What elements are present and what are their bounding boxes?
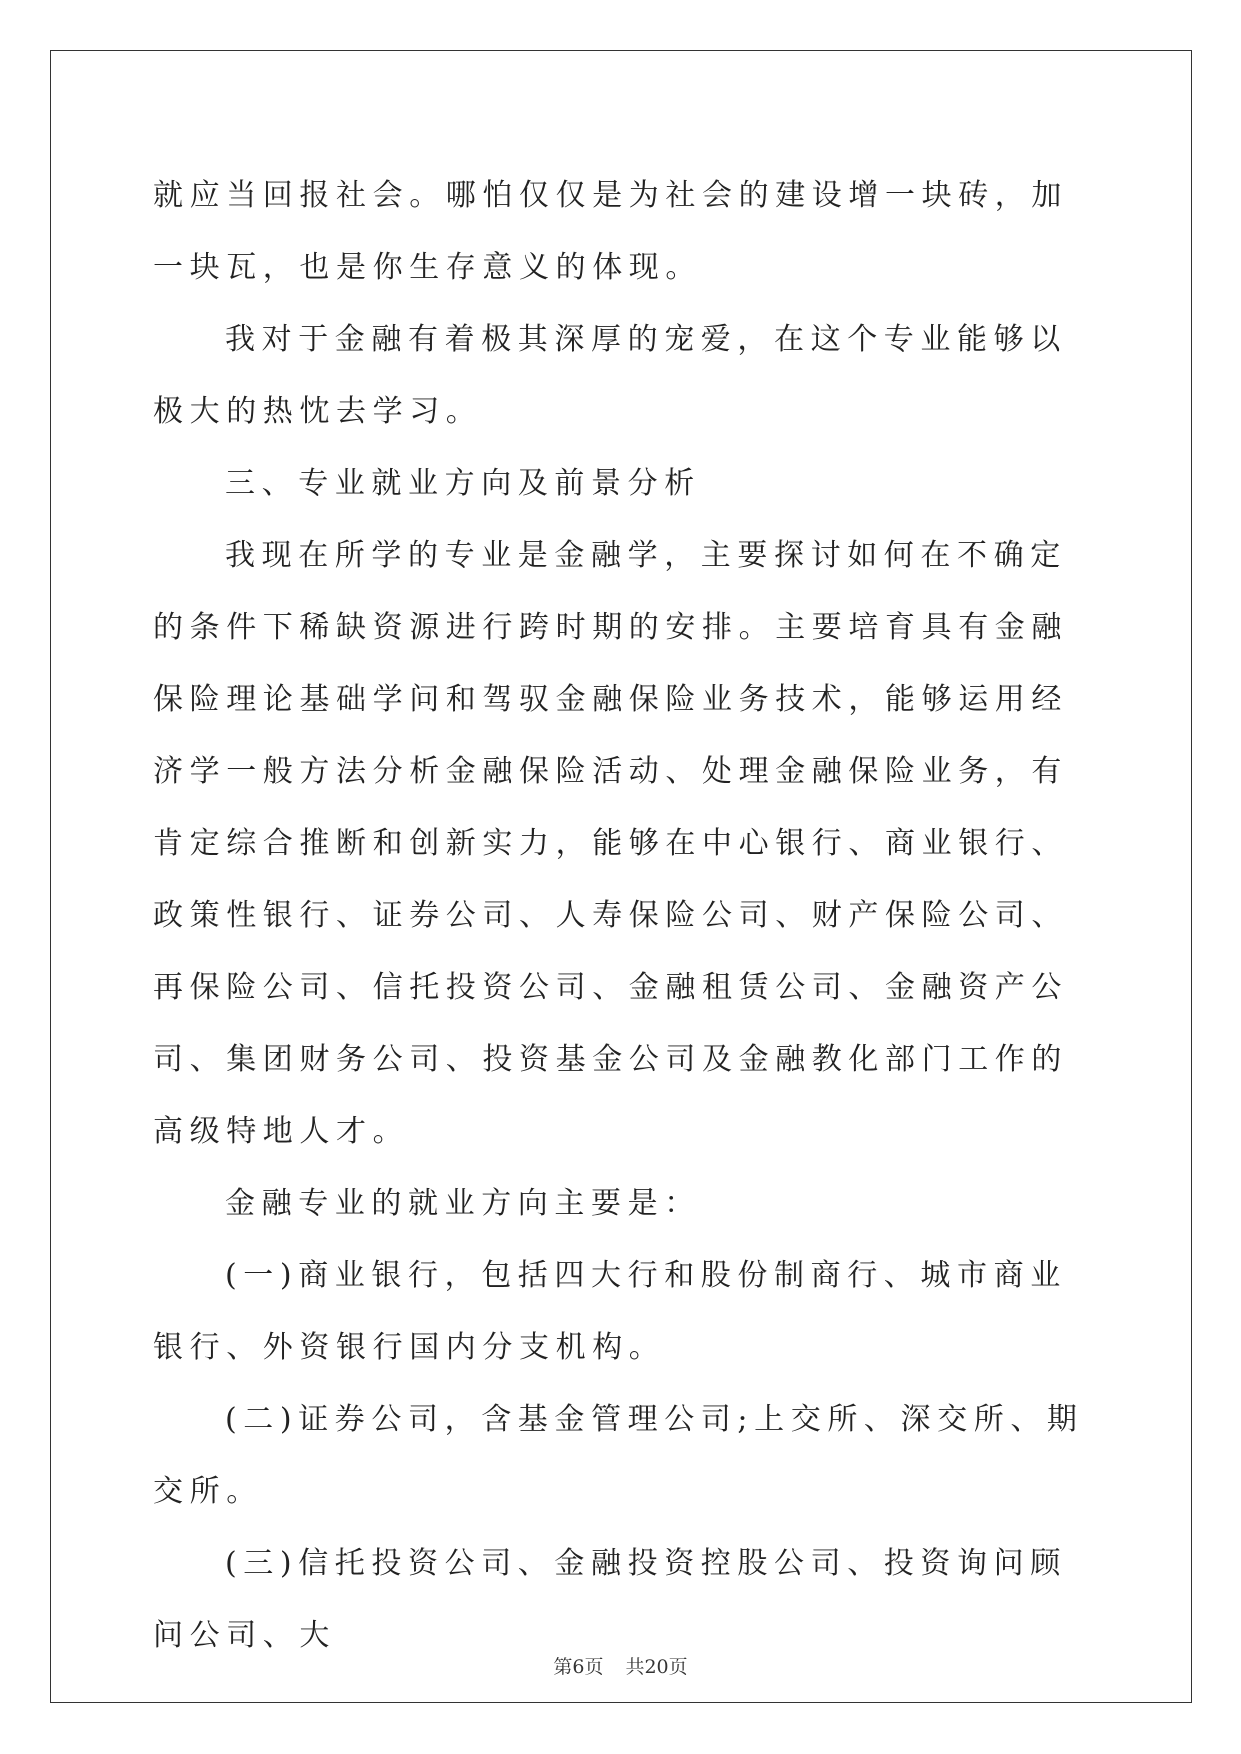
page-footer: [0, 1652, 1241, 1679]
list-item-2: (二)证券公司，含基金管理公司;上交所、深交所、期交所。: [153, 1402, 1084, 1509]
paragraph-4: 金融专业的就业方向主要是：: [225, 1186, 701, 1221]
document-body: [153, 160, 1093, 1672]
page-number: 第6页: [553, 1656, 604, 1678]
paragraph-2: 我对于金融有着极其深厚的宠爱，在这个专业能够以极大的热忱去学习。: [153, 322, 1067, 429]
list-item-1: (一)商业银行，包括四大行和股份制商行、城市商业银行、外资银行国内分支机构。: [153, 1258, 1067, 1365]
total-pages: 共20页: [625, 1656, 688, 1678]
section-heading: 三、专业就业方向及前景分析: [225, 466, 701, 501]
paragraph-3: 我现在所学的专业是金融学，主要探讨如何在不确定的条件下稀缺资源进行跨时期的安排。主要培育具有金融保险理论基础学问和驾驭金融保险业务技术，能够运用经济学一般方法分析金融保险活动、处理金融保险业务，有肯定综合推断和创新实力，能够在中心银行、商业银行、政策性银行、证券公司、人寿保险公司、财产保险公司、再保险公司、信托投资公司、金融租赁公司、金融资产公司、集团财务公司、投资基金公司及金融教化部门工作的高级特地人才。: [153, 538, 1068, 1149]
paragraph-1: 就应当回报社会。哪怕仅仅是为社会的建设增一块砖，加一块瓦，也是你生存意义的体现。: [153, 178, 1068, 285]
list-item-3: (三)信托投资公司、金融投资控股公司、投资询问顾问公司、大: [153, 1546, 1067, 1653]
